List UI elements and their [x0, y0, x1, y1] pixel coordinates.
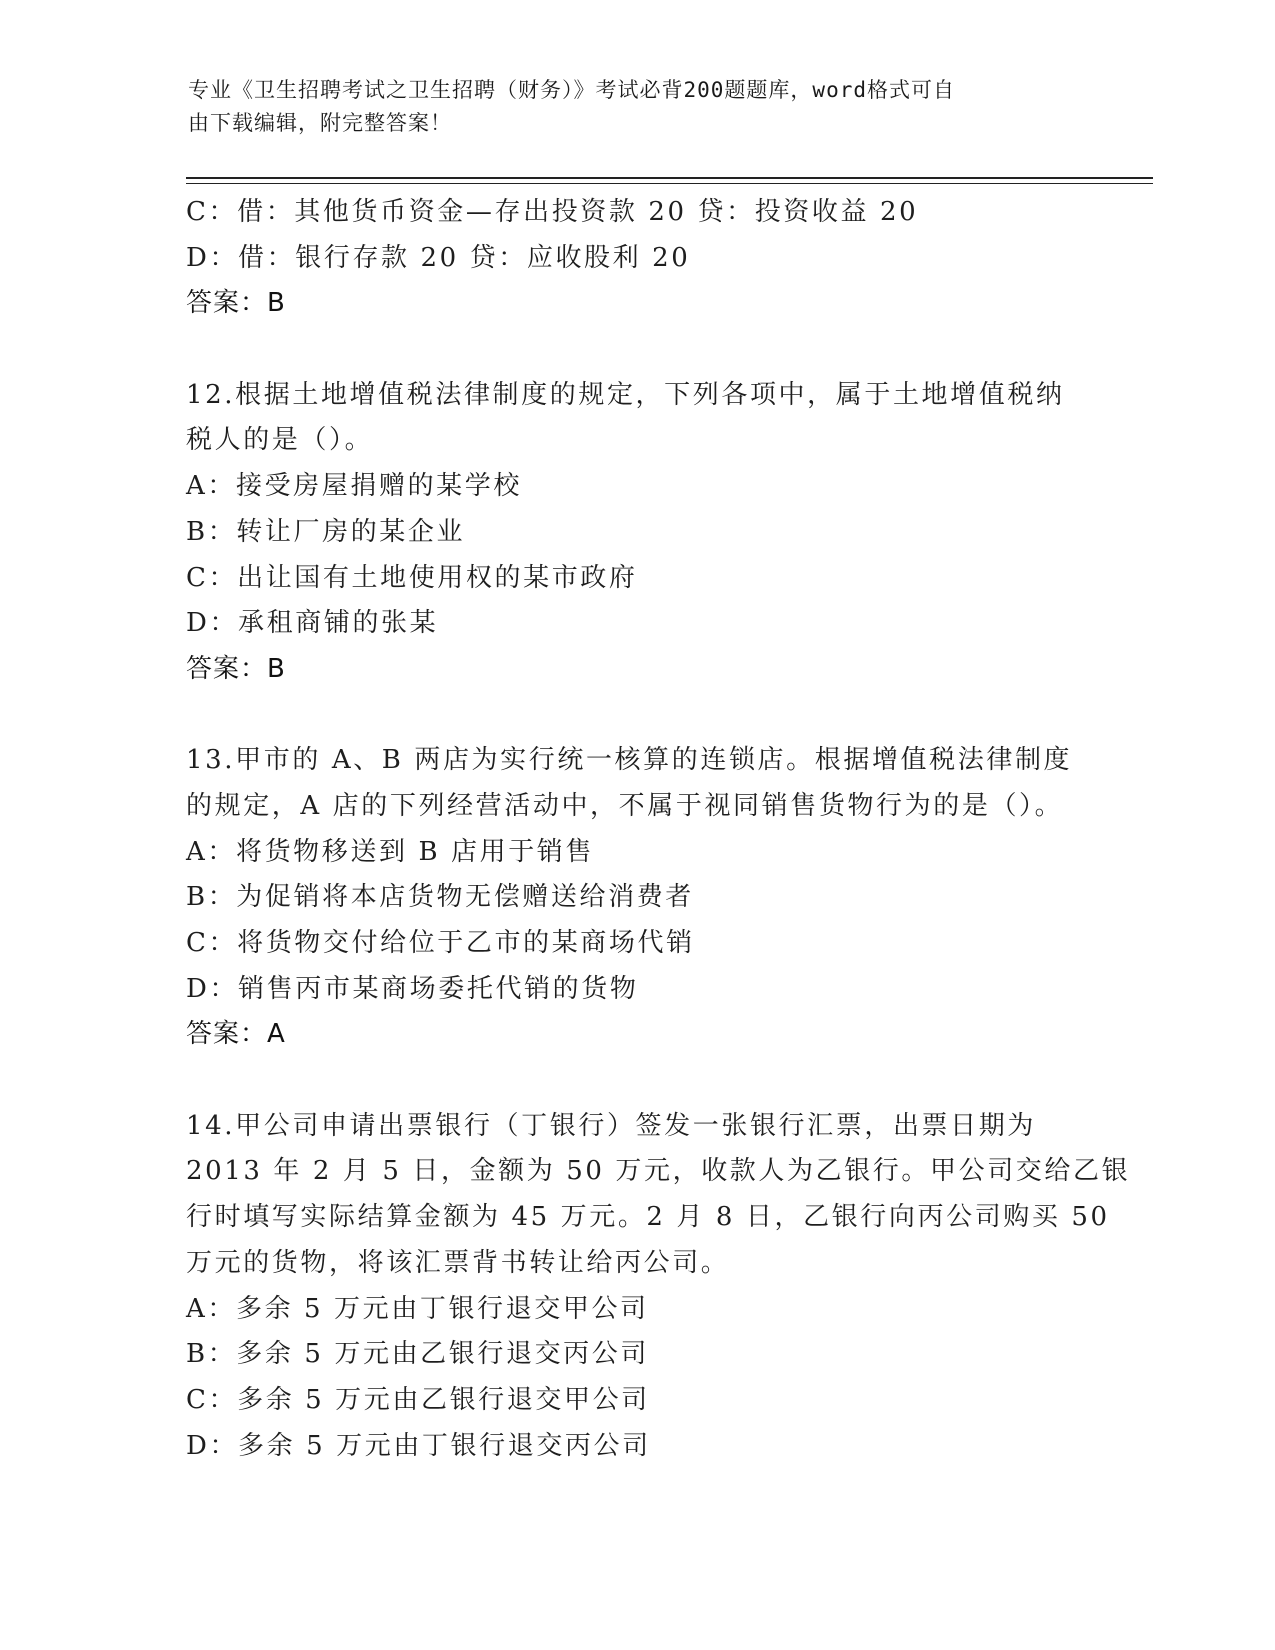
option-c: C：多余 5 万元由乙银行退交甲公司	[186, 1384, 650, 1415]
option-d: D：承租商铺的张某	[186, 608, 439, 639]
question-stem-line: 2013 年 2 月 5 日，金额为 50 万元，收款人为乙银行。甲公司交给乙银	[186, 1156, 1131, 1187]
option-a: A：多余 5 万元由丁银行退交甲公司	[186, 1293, 649, 1324]
header-title-line-1: 专业《卫生招聘考试之卫生招聘（财务）》考试必背200题题库，word格式可自	[188, 78, 955, 102]
option-c: C：出让国有土地使用权的某市政府	[186, 562, 638, 593]
header-divider-thick	[186, 177, 1153, 179]
question-content	[186, 190, 1131, 1469]
option-b: B：多余 5 万元由乙银行退交丙公司	[186, 1339, 649, 1370]
question-13	[186, 738, 1086, 1058]
question-11-tail	[186, 190, 1086, 327]
answer-line: 答案：B	[186, 288, 286, 319]
header-divider-thin	[186, 183, 1153, 184]
answer-line: 答案：A	[186, 1019, 286, 1050]
spacer	[186, 693, 1086, 739]
question-stem-line: 万元的货物，将该汇票背书转让给丙公司。	[186, 1247, 730, 1278]
option-a: A：接受房屋捐赠的某学校	[186, 471, 522, 502]
option-d: D：多余 5 万元由丁银行退交丙公司	[186, 1430, 651, 1461]
spacer	[186, 1058, 1086, 1104]
option-a: A：将货物移送到 B 店用于销售	[186, 836, 595, 867]
question-stem-line: 行时填写实际结算金额为 45 万元。2 月 8 日，乙银行向丙公司购买 50	[186, 1202, 1110, 1233]
option-d: D：销售丙市某商场委托代销的货物	[186, 973, 639, 1004]
document-header	[188, 74, 1068, 140]
option-c: C：将货物交付给位于乙市的某商场代销	[186, 928, 695, 958]
question-stem-line: 的规定，A 店的下列经营活动中，不属于视同销售货物行为的是（）。	[186, 790, 1064, 821]
header-title-line-2: 由下载编辑，附完整答案！	[188, 111, 452, 135]
question-stem-line: 14.甲公司申请出票银行（丁银行）签发一张银行汇票，出票日期为	[186, 1110, 1036, 1141]
option-c: C：借：其他货币资金—存出投资款 20 贷：投资收益 20	[186, 197, 919, 227]
question-12	[186, 373, 1086, 693]
spacer	[186, 327, 1086, 373]
question-stem-line: 12.根据土地增值税法律制度的规定，下列各项中，属于土地增值税纳	[186, 379, 1065, 410]
question-stem-line: 税人的是（）。	[186, 425, 374, 456]
option-d: D：借：银行存款 20 贷：应收股利 20	[186, 242, 691, 273]
question-stem-line: 13.甲市的 A、B 两店为实行统一核算的连锁店。根据增值税法律制度	[186, 745, 1073, 776]
answer-line: 答案：B	[186, 653, 286, 684]
option-b: B：为促销将本店货物无偿赠送给消费者	[186, 882, 694, 913]
question-14	[186, 1104, 1131, 1470]
option-b: B：转让厂房的某企业	[186, 516, 466, 547]
